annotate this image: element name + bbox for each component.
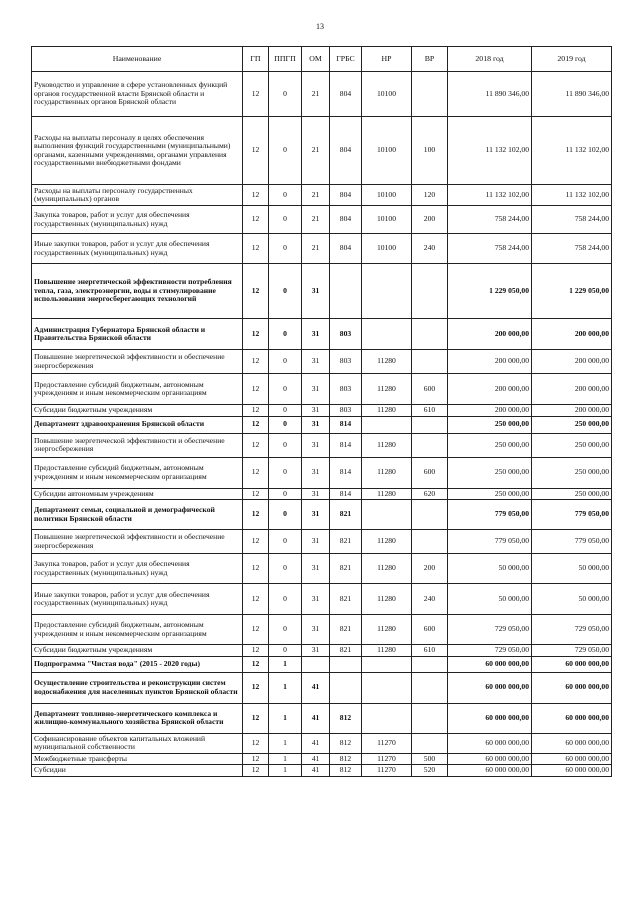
cell-y2019: 250 000,00 [532,416,612,433]
cell-gp: 12 [243,733,269,753]
cell-ppgp: 0 [269,433,302,457]
cell-ppgp: 0 [269,185,302,206]
cell-nr: 10100 [362,185,412,206]
cell-ppgp: 0 [269,645,302,657]
cell-name: Администрация Губернатора Брянской области и Правительства Брянской области [32,319,243,350]
cell-vr: 240 [412,234,448,264]
header-grbs: ГРБС [330,47,362,72]
table-body [32,72,612,777]
cell-vr: 100 [412,117,448,185]
cell-nr [362,500,412,530]
cell-y2018: 779 050,00 [448,530,532,554]
cell-grbs: 821 [330,500,362,530]
cell-vr: 240 [412,584,448,615]
cell-ppgp: 0 [269,117,302,185]
cell-om: 31 [302,615,330,645]
cell-om: 31 [302,350,330,374]
cell-om: 21 [302,185,330,206]
cell-y2018: 250 000,00 [448,433,532,457]
cell-y2019: 729 050,00 [532,645,612,657]
table-row [32,185,612,206]
cell-vr: 120 [412,185,448,206]
cell-vr [412,433,448,457]
cell-name: Иные закупки товаров, работ и услуг для обеспечения государственных (муниципальных) нужд [32,584,243,615]
cell-nr: 11280 [362,530,412,554]
cell-y2018: 11 132 102,00 [448,117,532,185]
cell-y2019: 60 000 000,00 [532,656,612,672]
cell-om: 31 [302,416,330,433]
header-gp: ГП [243,47,269,72]
table-row [32,656,612,672]
cell-gp: 12 [243,457,269,488]
table-row [32,703,612,733]
cell-gp: 12 [243,753,269,765]
cell-vr [412,350,448,374]
table-row [32,530,612,554]
cell-ppgp: 0 [269,584,302,615]
cell-y2018: 729 050,00 [448,645,532,657]
table-row [32,457,612,488]
cell-y2019: 200 000,00 [532,319,612,350]
cell-ppgp: 0 [269,615,302,645]
cell-vr [412,319,448,350]
cell-vr: 600 [412,615,448,645]
cell-nr: 10100 [362,206,412,234]
cell-grbs: 803 [330,405,362,417]
cell-ppgp: 1 [269,753,302,765]
cell-ppgp: 0 [269,416,302,433]
cell-ppgp: 0 [269,350,302,374]
cell-grbs: 814 [330,488,362,500]
cell-gp: 12 [243,500,269,530]
cell-nr [362,264,412,319]
cell-nr: 11270 [362,765,412,777]
cell-nr: 11280 [362,433,412,457]
cell-ppgp: 1 [269,765,302,777]
cell-vr: 520 [412,765,448,777]
cell-y2019: 50 000,00 [532,554,612,584]
cell-gp: 12 [243,554,269,584]
cell-y2018: 1 229 050,00 [448,264,532,319]
table-row [32,672,612,703]
cell-y2018: 200 000,00 [448,405,532,417]
cell-ppgp: 0 [269,264,302,319]
cell-y2019: 60 000 000,00 [532,765,612,777]
cell-grbs: 814 [330,416,362,433]
cell-grbs: 814 [330,457,362,488]
cell-om: 31 [302,264,330,319]
cell-y2018: 758 244,00 [448,234,532,264]
cell-name: Софинансирование объектов капитальных вложений муниципальной собственности [32,733,243,753]
table-row [32,733,612,753]
cell-y2019: 250 000,00 [532,457,612,488]
cell-grbs: 821 [330,554,362,584]
cell-gp: 12 [243,672,269,703]
cell-gp: 12 [243,530,269,554]
budget-table [31,46,612,777]
cell-om: 41 [302,703,330,733]
cell-gp: 12 [243,433,269,457]
table-row [32,645,612,657]
cell-nr: 11280 [362,615,412,645]
cell-grbs [330,656,362,672]
cell-name: Расходы на выплаты персоналу государственных (муниципальных) органов [32,185,243,206]
cell-grbs: 812 [330,753,362,765]
cell-nr: 11280 [362,374,412,405]
cell-name: Межбюджетные трансферты [32,753,243,765]
cell-om: 31 [302,554,330,584]
cell-name: Предоставление субсидий бюджетным, автономным учреждениям и иным некоммерческим организациям [32,374,243,405]
cell-vr [412,530,448,554]
cell-grbs: 821 [330,615,362,645]
cell-y2018: 60 000 000,00 [448,656,532,672]
cell-gp: 12 [243,72,269,117]
cell-nr: 11270 [362,733,412,753]
cell-y2018: 50 000,00 [448,584,532,615]
cell-name: Субсидии автономным учреждениям [32,488,243,500]
cell-y2018: 779 050,00 [448,500,532,530]
cell-vr: 610 [412,645,448,657]
cell-vr: 610 [412,405,448,417]
cell-ppgp: 1 [269,672,302,703]
table-row [32,72,612,117]
cell-y2019: 60 000 000,00 [532,703,612,733]
cell-y2018: 729 050,00 [448,615,532,645]
cell-ppgp: 0 [269,319,302,350]
cell-grbs [330,672,362,703]
cell-name: Повышение энергетической эффективности потребления тепла, газа, электроэнергии, воды и стимулирование использования энергосберегающих технологий [32,264,243,319]
cell-grbs: 804 [330,72,362,117]
cell-gp: 12 [243,488,269,500]
cell-grbs: 803 [330,350,362,374]
cell-y2019: 60 000 000,00 [532,733,612,753]
cell-y2019: 250 000,00 [532,433,612,457]
cell-name: Субсидии [32,765,243,777]
table-row [32,584,612,615]
cell-grbs: 803 [330,319,362,350]
cell-y2019: 200 000,00 [532,374,612,405]
cell-ppgp: 1 [269,656,302,672]
header-name: Наименование [32,47,243,72]
cell-ppgp: 0 [269,72,302,117]
cell-name: Департамент здравоохранения Брянской области [32,416,243,433]
cell-vr: 200 [412,206,448,234]
cell-y2018: 200 000,00 [448,319,532,350]
cell-y2019: 200 000,00 [532,405,612,417]
cell-name: Департамент семьи, социальной и демографической политики Брянской области [32,500,243,530]
cell-om: 31 [302,530,330,554]
cell-ppgp: 0 [269,554,302,584]
cell-y2018: 250 000,00 [448,416,532,433]
cell-name: Закупка товаров, работ и услуг для обеспечения государственных (муниципальных) нужд [32,206,243,234]
cell-om: 21 [302,117,330,185]
cell-y2018: 60 000 000,00 [448,765,532,777]
cell-gp: 12 [243,416,269,433]
cell-om: 41 [302,672,330,703]
header-om: ОМ [302,47,330,72]
cell-ppgp: 0 [269,488,302,500]
cell-vr: 500 [412,753,448,765]
table-row [32,500,612,530]
cell-y2019: 11 890 346,00 [532,72,612,117]
cell-om: 21 [302,72,330,117]
cell-vr [412,416,448,433]
header-2019: 2019 год [532,47,612,72]
cell-nr [362,672,412,703]
cell-y2018: 50 000,00 [448,554,532,584]
cell-y2019: 1 229 050,00 [532,264,612,319]
cell-y2019: 758 244,00 [532,206,612,234]
cell-ppgp: 1 [269,733,302,753]
cell-y2018: 60 000 000,00 [448,733,532,753]
cell-grbs: 804 [330,206,362,234]
cell-y2019: 60 000 000,00 [532,672,612,703]
cell-y2018: 60 000 000,00 [448,672,532,703]
cell-name: Руководство и управление в сфере установленных функций органов государственной власти Брянской области и государственных органов Брянской области [32,72,243,117]
cell-om: 31 [302,500,330,530]
cell-gp: 12 [243,264,269,319]
header-2018: 2018 год [448,47,532,72]
cell-nr [362,656,412,672]
cell-name: Повышение энергетической эффективности и обеспечение энергосбережения [32,530,243,554]
cell-name: Субсидии бюджетным учреждениям [32,645,243,657]
cell-nr: 11280 [362,488,412,500]
cell-y2018: 250 000,00 [448,457,532,488]
cell-vr [412,672,448,703]
header-nr: НР [362,47,412,72]
cell-ppgp: 0 [269,234,302,264]
cell-gp: 12 [243,350,269,374]
cell-y2019: 779 050,00 [532,500,612,530]
cell-gp: 12 [243,206,269,234]
cell-vr [412,703,448,733]
cell-vr: 200 [412,554,448,584]
table-row [32,405,612,417]
table-row [32,264,612,319]
cell-grbs: 804 [330,117,362,185]
cell-y2019: 50 000,00 [532,584,612,615]
cell-vr [412,500,448,530]
cell-grbs: 803 [330,374,362,405]
cell-vr [412,72,448,117]
cell-nr: 10100 [362,234,412,264]
cell-grbs: 821 [330,645,362,657]
cell-name: Субсидии бюджетным учреждениям [32,405,243,417]
cell-nr: 11280 [362,350,412,374]
page-number: 13 [316,22,324,31]
cell-y2019: 779 050,00 [532,530,612,554]
cell-nr: 10100 [362,72,412,117]
cell-y2018: 60 000 000,00 [448,703,532,733]
cell-y2019: 60 000 000,00 [532,753,612,765]
cell-grbs: 804 [330,234,362,264]
cell-nr: 11280 [362,457,412,488]
cell-y2018: 250 000,00 [448,488,532,500]
cell-ppgp: 0 [269,500,302,530]
table-row [32,416,612,433]
cell-om [302,656,330,672]
cell-grbs: 821 [330,584,362,615]
cell-om: 31 [302,319,330,350]
cell-ppgp: 0 [269,206,302,234]
cell-vr [412,656,448,672]
table-row [32,615,612,645]
table-row [32,206,612,234]
table-row [32,234,612,264]
cell-grbs [330,264,362,319]
cell-ppgp: 1 [269,703,302,733]
cell-vr [412,264,448,319]
cell-nr: 11280 [362,554,412,584]
cell-om: 31 [302,645,330,657]
cell-om: 31 [302,457,330,488]
cell-gp: 12 [243,374,269,405]
table-row [32,374,612,405]
cell-nr: 11280 [362,405,412,417]
cell-y2019: 11 132 102,00 [532,117,612,185]
cell-gp: 12 [243,405,269,417]
cell-name: Подпрограмма "Чистая вода" (2015 - 2020 годы) [32,656,243,672]
cell-y2018: 60 000 000,00 [448,753,532,765]
cell-om: 21 [302,206,330,234]
cell-ppgp: 0 [269,374,302,405]
cell-y2019: 250 000,00 [532,488,612,500]
cell-name: Закупка товаров, работ и услуг для обеспечения государственных (муниципальных) нужд [32,554,243,584]
cell-vr: 600 [412,374,448,405]
cell-grbs: 814 [330,433,362,457]
cell-gp: 12 [243,584,269,615]
table-header-row [32,47,612,72]
cell-nr: 11270 [362,753,412,765]
cell-gp: 12 [243,319,269,350]
cell-vr: 600 [412,457,448,488]
cell-y2018: 200 000,00 [448,350,532,374]
cell-om: 41 [302,733,330,753]
cell-om: 31 [302,405,330,417]
cell-y2019: 729 050,00 [532,615,612,645]
cell-gp: 12 [243,645,269,657]
cell-grbs: 812 [330,733,362,753]
cell-y2018: 200 000,00 [448,374,532,405]
table-row [32,488,612,500]
cell-y2018: 11 890 346,00 [448,72,532,117]
cell-name: Предоставление субсидий бюджетным, автономным учреждениям и иным некоммерческим организациям [32,457,243,488]
cell-om: 41 [302,753,330,765]
table-row [32,765,612,777]
cell-grbs: 812 [330,765,362,777]
cell-y2019: 11 132 102,00 [532,185,612,206]
cell-name: Предоставление субсидий бюджетным, автономным учреждениям и иным некоммерческим организациям [32,615,243,645]
cell-name: Повышение энергетической эффективности и обеспечение энергосбережения [32,350,243,374]
cell-name: Иные закупки товаров, работ и услуг для обеспечения государственных (муниципальных) нужд [32,234,243,264]
table-row [32,554,612,584]
cell-nr [362,416,412,433]
cell-gp: 12 [243,615,269,645]
cell-gp: 12 [243,234,269,264]
cell-gp: 12 [243,656,269,672]
cell-gp: 12 [243,185,269,206]
table-row [32,319,612,350]
cell-ppgp: 0 [269,405,302,417]
cell-vr: 620 [412,488,448,500]
cell-name: Осуществление строительства и реконструкции систем водоснабжения для населенных пунктов Брянской области [32,672,243,703]
table-row [32,433,612,457]
header-vr: ВР [412,47,448,72]
cell-om: 41 [302,765,330,777]
cell-gp: 12 [243,703,269,733]
cell-ppgp: 0 [269,457,302,488]
cell-grbs: 812 [330,703,362,733]
cell-y2018: 758 244,00 [448,206,532,234]
cell-vr [412,733,448,753]
cell-om: 31 [302,433,330,457]
cell-name: Расходы на выплаты персоналу в целях обеспечения выполнения функций государственными (муниципальными) органами, казенными учреждениями, органами управления государственными внебюджетными фондами [32,117,243,185]
cell-om: 31 [302,584,330,615]
cell-om: 31 [302,374,330,405]
header-ppgp: ППГП [269,47,302,72]
cell-name: Повышение энергетической эффективности и обеспечение энергосбережения [32,433,243,457]
table-row [32,117,612,185]
cell-nr [362,319,412,350]
cell-y2018: 11 132 102,00 [448,185,532,206]
cell-gp: 12 [243,765,269,777]
cell-om: 21 [302,234,330,264]
cell-ppgp: 0 [269,530,302,554]
cell-nr: 11280 [362,584,412,615]
cell-grbs: 804 [330,185,362,206]
table-row [32,753,612,765]
cell-y2019: 758 244,00 [532,234,612,264]
cell-nr: 10100 [362,117,412,185]
cell-y2019: 200 000,00 [532,350,612,374]
cell-name: Департамент топливно-энергетического комплекса и жилищно-коммунального хозяйства Брянской области [32,703,243,733]
cell-gp: 12 [243,117,269,185]
cell-nr [362,703,412,733]
cell-grbs: 821 [330,530,362,554]
cell-om: 31 [302,488,330,500]
table-row [32,350,612,374]
cell-nr: 11280 [362,645,412,657]
